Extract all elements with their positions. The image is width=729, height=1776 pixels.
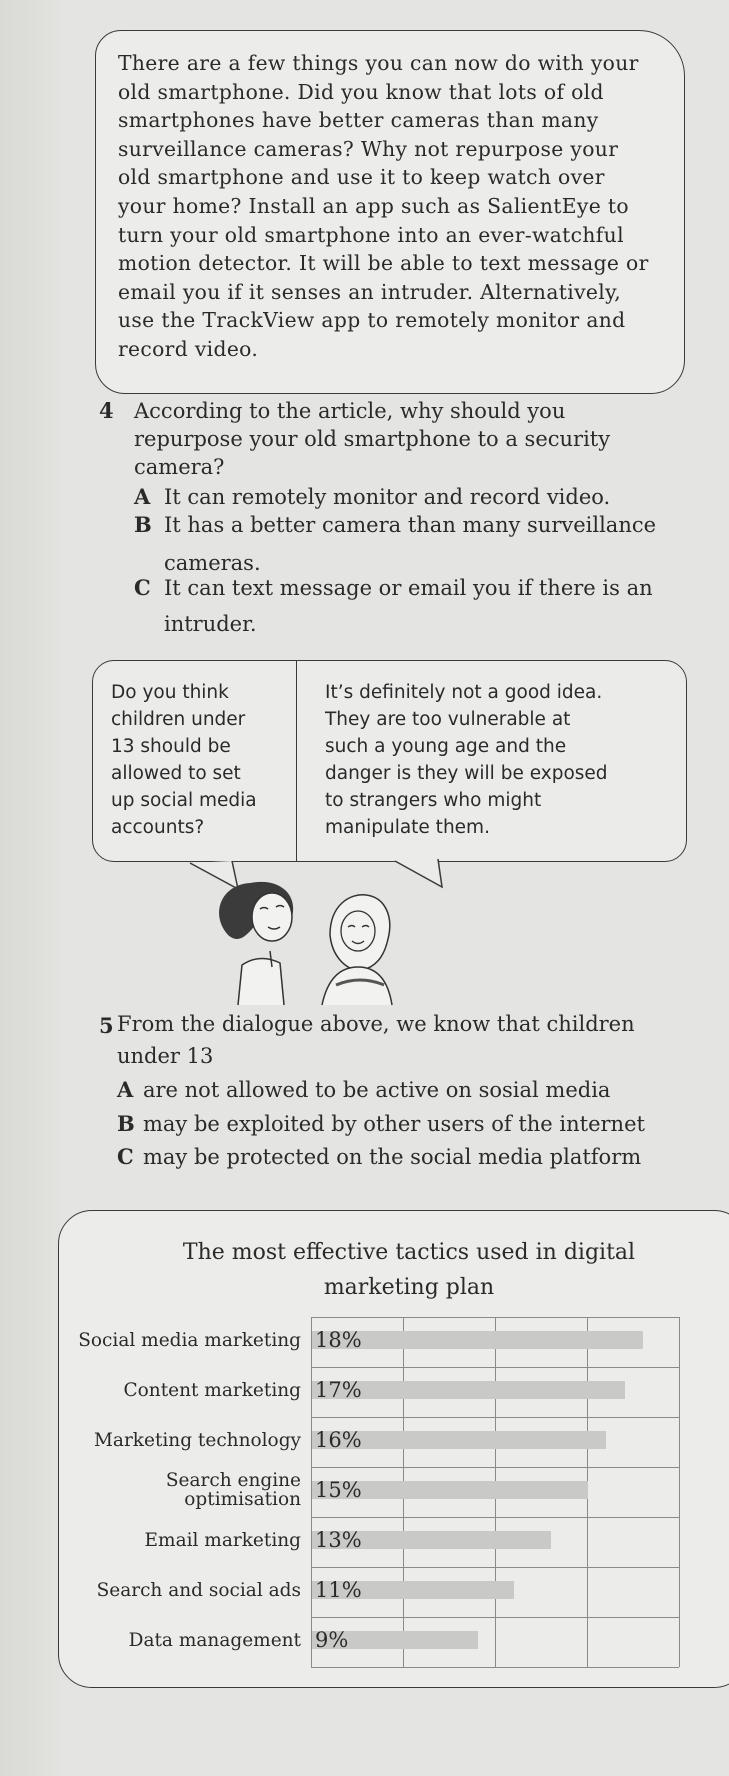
passage-line: use the TrackView app to remotely monitor and — [118, 308, 626, 333]
stem-line: From the dialogue above, we know that children — [117, 1012, 635, 1036]
speech-bubble-left — [111, 679, 257, 841]
page-edge — [0, 0, 60, 1776]
speech-tail-left — [190, 861, 238, 889]
speech-line: accounts? — [111, 817, 205, 838]
gridline-horizontal — [311, 1467, 679, 1468]
passage-line: smartphones have better cameras than many — [118, 108, 599, 133]
question-stem — [134, 397, 610, 481]
option-a[interactable] — [134, 483, 611, 511]
category-label: Data management — [128, 1630, 301, 1651]
speech-line: Do you think — [111, 682, 229, 703]
option-letter: B — [117, 1111, 135, 1136]
passage-line: your home? Install an app such as SalientEye to — [118, 193, 629, 218]
category-label: Search and social ads — [96, 1580, 301, 1601]
option-text: are not allowed to be active on sosial media — [143, 1078, 611, 1102]
passage-line: old smartphone. Did you know that lots of old — [118, 79, 604, 104]
passage-line: motion detector. It will be able to text message or — [118, 251, 649, 276]
option-a[interactable] — [117, 1076, 610, 1104]
chart-panel — [58, 1210, 729, 1688]
option-text: may be exploited by other users of the internet — [143, 1112, 645, 1136]
option-text: intruder. — [164, 612, 257, 636]
passage-line: turn your old smartphone into an ever-watchful — [118, 222, 624, 247]
option-b[interactable] — [134, 511, 657, 575]
option-text: It has a better camera than many surveillance — [164, 513, 657, 537]
option-letter: A — [117, 1077, 134, 1102]
passage-line: record video. — [118, 336, 259, 361]
speech-line: They are too vulnerable at — [325, 709, 571, 730]
option-text: It can text message or email you if there is an — [164, 576, 653, 600]
stem-line: camera? — [134, 455, 225, 479]
option-c[interactable] — [134, 574, 653, 636]
option-b[interactable] — [117, 1110, 645, 1138]
speech-line: danger is they will be exposed — [325, 763, 608, 784]
question-stem — [117, 1010, 635, 1070]
speech-bubble-right — [325, 679, 608, 841]
category-label: Search engine optimisation — [165, 1470, 301, 1510]
bar-value-label: 9% — [315, 1628, 349, 1652]
chart-title-line: The most effective tactics used in digital — [182, 1240, 636, 1265]
speech-line: manipulate them. — [325, 817, 490, 838]
speech-line: to strangers who might — [325, 790, 542, 811]
category-label: Email marketing — [144, 1530, 301, 1551]
passage-line: surveillance cameras? Why not repurpose your — [118, 136, 619, 161]
speech-line: up social media — [111, 790, 257, 811]
gridline-horizontal — [311, 1567, 679, 1568]
stem-line: According to the article, why should you — [134, 399, 566, 423]
option-letter: C — [134, 575, 151, 600]
girl-curly-hair-icon — [219, 882, 293, 1005]
gridline-vertical — [679, 1317, 680, 1667]
category-label: Social media marketing — [78, 1330, 301, 1351]
bar-value-label: 17% — [315, 1378, 362, 1402]
bar-value-label: 15% — [315, 1478, 362, 1502]
bar-value-label: 16% — [315, 1428, 362, 1452]
stem-line: repurpose your old smartphone to a security — [134, 427, 611, 451]
girl-hijab-icon — [322, 895, 392, 1005]
girls-illustration — [180, 855, 480, 1015]
question-number: 4 — [99, 398, 114, 423]
gridline-horizontal — [311, 1617, 679, 1618]
bubble-divider — [296, 661, 297, 861]
chart-title-line: marketing plan — [323, 1275, 495, 1300]
gridline-horizontal — [311, 1317, 679, 1318]
option-letter: B — [134, 512, 152, 537]
dialogue-panel — [92, 660, 687, 862]
passage-line: old smartphone and use it to keep watch over — [118, 165, 605, 190]
chart-title — [159, 1235, 659, 1305]
gridline-horizontal — [311, 1517, 679, 1518]
gridline-horizontal — [311, 1367, 679, 1368]
option-c[interactable] — [117, 1143, 641, 1171]
category-label: Content marketing — [123, 1380, 301, 1401]
option-text: may be protected on the social media platform — [143, 1145, 642, 1169]
passage-line: There are a few things you can now do with your — [118, 51, 639, 75]
passage-line: email you if it senses an intruder. Alternatively, — [118, 279, 622, 304]
stem-line: under 13 — [117, 1044, 214, 1068]
option-text: cameras. — [164, 551, 261, 575]
speech-line: It’s definitely not a good idea. — [325, 682, 603, 703]
speech-tail-right — [395, 859, 442, 887]
article-passage — [95, 30, 685, 394]
question-number: 5 — [99, 1013, 114, 1038]
speech-line: children under — [111, 709, 246, 730]
gridline-horizontal — [311, 1667, 679, 1668]
gridline-horizontal — [311, 1417, 679, 1418]
bar-value-label: 18% — [315, 1328, 362, 1352]
category-label: Marketing technology — [93, 1430, 301, 1451]
speech-line: 13 should be — [111, 736, 231, 757]
speech-line: allowed to set — [111, 763, 241, 784]
speech-line: such a young age and the — [325, 736, 567, 757]
option-text: It can remotely monitor and record video. — [164, 485, 611, 509]
bar-value-label: 11% — [315, 1578, 362, 1602]
option-letter: A — [134, 484, 151, 509]
option-letter: C — [117, 1144, 134, 1169]
bar-value-label: 13% — [315, 1528, 362, 1552]
